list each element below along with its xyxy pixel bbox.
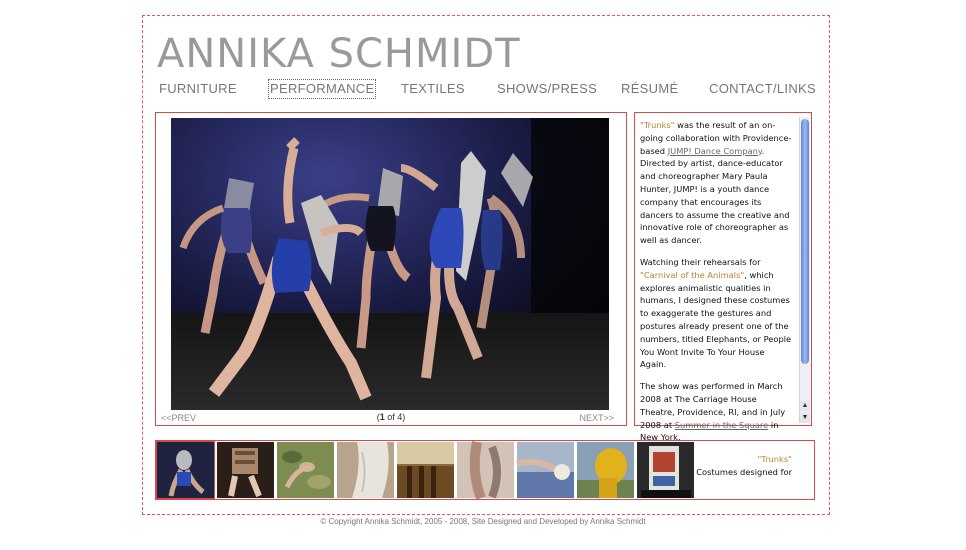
thumbnail-strip xyxy=(155,440,815,500)
thumbnail-7[interactable] xyxy=(517,442,574,498)
nav-textiles[interactable]: TEXTILES xyxy=(401,81,465,96)
thumbnail-4[interactable] xyxy=(337,442,394,498)
scrollbar-thumb[interactable] xyxy=(801,119,809,364)
thumbnail-5[interactable] xyxy=(397,442,454,498)
credit: "Trunks" Costumes designed for xyxy=(696,454,792,477)
description-paragraph-1: "Trunks" was the result of an on-going collaboration with Providence-based JUMP! Dance Company. Directed by artist, dance-educator and choreographer Mary Paula Hunter, JUMP! is a youth dance company that encourages its dancers to assume the creative and innovative role of choreographer as well as dancer. xyxy=(640,120,792,246)
thumbnail-1[interactable] xyxy=(157,442,214,498)
description-panel xyxy=(634,112,812,477)
nav-shows-press[interactable]: SHOWS/PRESS xyxy=(497,81,598,96)
scrollbar[interactable] xyxy=(799,117,810,423)
nav-furniture[interactable]: FURNITURE xyxy=(159,81,237,96)
description-paragraph-2: Watching their rehearsals for "Carnival of the Animals", which explores animalistic qualities in humans, I designed these costumes to exaggerate the gestures and postures already present one of the numbers, titled Elephants, or People You Wont Invite To Your House Again. xyxy=(640,256,792,370)
jump-dance-link[interactable]: JUMP! Dance Company xyxy=(667,145,762,156)
nav-performance[interactable]: PERFORMANCE xyxy=(270,81,375,96)
photo-panel xyxy=(155,112,627,426)
scroll-down-icon[interactable]: ▼ xyxy=(801,414,809,421)
site-title: ANNIKA SCHMIDT xyxy=(157,31,521,77)
scroll-up-icon[interactable]: ▲ xyxy=(801,402,809,409)
nav-resume[interactable]: RÉSUMÉ xyxy=(621,81,679,96)
thumbnail-9[interactable] xyxy=(637,442,694,498)
main-photo[interactable] xyxy=(171,118,609,410)
description-paragraph-3: The show was performed in March 2008 at The Carriage House Theatre, Providence, RI, and in July 2008 at Summer in the Square in New York. xyxy=(640,381,786,443)
thumbnail-6[interactable] xyxy=(457,442,514,498)
thumbnail-3[interactable] xyxy=(277,442,334,498)
footer-copyright: © Copyright Annika Schmidt, 2005 - 2008, Site Designed and Developed by Annika Schmidt xyxy=(320,517,646,526)
thumbnail-2[interactable] xyxy=(217,442,274,498)
summer-square-link[interactable]: Summer in the Square xyxy=(674,419,769,430)
prev-link[interactable]: <<PREV xyxy=(161,413,197,423)
image-counter: (1 of 4) xyxy=(376,412,406,422)
nav-contact-links[interactable]: CONTACT/LINKS xyxy=(709,81,816,96)
description-text xyxy=(640,119,792,477)
main-nav xyxy=(0,80,966,100)
thumbnail-8[interactable] xyxy=(577,442,634,498)
next-link[interactable]: NEXT>> xyxy=(579,413,614,423)
